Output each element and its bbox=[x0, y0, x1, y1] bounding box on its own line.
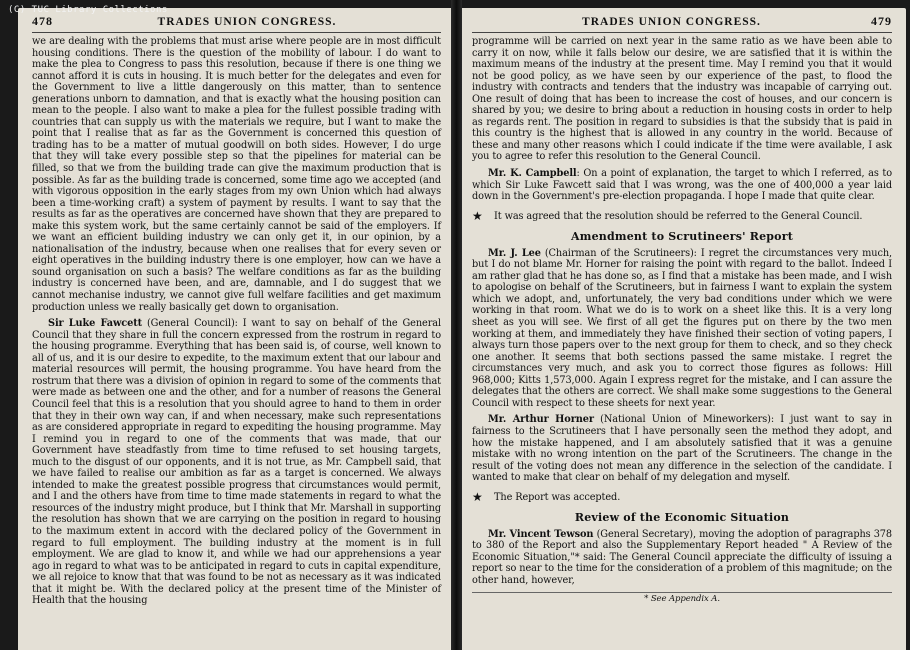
star-icon: ★ bbox=[472, 489, 483, 504]
right-paragraph-3 bbox=[472, 248, 892, 410]
right-running-title: TRADES UNION CONGRESS. bbox=[582, 16, 761, 28]
right-paragraph-1: programme will be carried on next year in the same ratio as we have been able to carry it on now, while it falls below our desire, we are satisfied that it is within the maximum means of the industry at the present time. May I remind you that it would not be good policy, as we have seen by our experience of the past, to flood the industry with contracts and tenders that the industry was incapable of carrying out. One result of doing that has been to increase the cost of houses, and our concern is shared by you; we desire to bring about a reduction in housing costs in order to help as regards rent. The position in regard to subsidies is that the subsidy that is paid in this country is the highest that is allowed in any country in the world. Because of these and many other reasons which I could indicate if the time were available, I ask you to agree to refer this resolution to the General Council. bbox=[472, 36, 892, 163]
outcome-text: It was agreed that the resolution should be referred to the General Council. bbox=[494, 210, 863, 222]
right-running-head bbox=[472, 14, 892, 33]
watermark: (C) TUC Library Collections bbox=[8, 5, 168, 15]
speaker-name: Mr. K. Campbell bbox=[488, 168, 577, 180]
section-heading-economic: Review of the Economic Situation bbox=[574, 511, 790, 525]
speech-text: (General Secretary), moving the adoption of paragraphs 378 to 380 of the Report and also the Supplementary Report headed " A Review of the Economic Situation,"* said: The General Council appreciate the difficulty of issuing a report so near to the time for the consideration of a problem of this magnitude; on the other hand, however, bbox=[472, 528, 893, 586]
footnote: * See Appendix A. bbox=[472, 592, 892, 606]
speaker-name: Mr. J. Lee bbox=[488, 247, 541, 259]
left-running-title: TRADES UNION CONGRESS. bbox=[157, 16, 337, 28]
speech-text: : On a point of explanation, the target to which I referred, as to which Sir Luke Fawcett said that I was wrong, was the one of 400,000 a year laid down in the Government's pre-election propaganda. I hope I made that quite clear. bbox=[472, 168, 892, 203]
speech-text: (General Council): I want to say on behalf of the General Council that they share in full the concern expressed from the rostrum in regard to the housing programme. Everything that has been said is, of course, well known to all of us, and it is our desire to expedite, to the maximum extent that our labour and material resources will permit, the housing programme. You have heard from the rostrum that there was a division of opinion in regard to some of the comments that were made as between one and the other, and for a number of reasons the General Council feel that this is a resolution that you should agree to hand to them in order that they in their own way can, if and when necessary, make such representations as are considered appropriate in regard to expediting the housing programme. May I remind you in regard to one of the comments that was made, that our Government have steadfastly from time to time refused to set housing targets, much to the disgust of our opponents, and it is not true, as Mr. Campbell said, that we have failed to realise our ambition as far as a target is concerned. We always intended to make the greatest possible progress that circumstances would permit, and I and the others have from time to time made statements in regard to what the resources of the industry might produce, but I think that Mr. Marshall in supporting the resolution has shown that we are carrying on the position in regard to housing to the maximum extent in accord with the declared policy of the Government in regard to full employment. The building industry at the moment is in full employment. We are glad to know it, and while we had our apprehensions a year ago in regard to what was to be anticipated in regard to cuts in capital expenditure, we all rejoice to know that that was found to be not as necessary as it was indicated that it might be. With the declared policy at the present time of the Minister of Health that the housing bbox=[32, 318, 441, 607]
book-gutter bbox=[451, 0, 462, 650]
report-outcome bbox=[472, 489, 892, 504]
left-paragraph-1: we are dealing with the problems that must arise where people are in most difficult housing conditions. There is the question of the mobility of labour. I do want to make the plea to Congress to pass this resolution, because if there is one thing we cannot afford it is cuts in housing. It is much better for the delegates and even for the Government to live a little dangerously on this matter, than to sentence generations unborn to damnation, and that is exactly what the housing position can mean to the people. I also want to make a plea for the fullest possible trading with countries that can supply us with the materials we require, but I want to make the point that I realise that as far as the Government is concerned this question of trading has to be a matter of mutual goodwill on both sides. However, I do urge that they will take every possible step so that the pipelines for material can be filled, so that we from the building trade can give the maximum production that is possible. As far as the building trade is concerned, some time ago we accepted (and with vigorous opposition in the early stages from my own Union which had always been a time-working craft) a system of payment by results. I want to say that the results as far as the operatives are concerned have shown that they are prepared to make this system work, but the same certainly cannot be said of the employers. If we want an efficient building industry we can only get it, in our opinion, by a nationalisation of the industry, because when one realises that for every seven or eight operatives in the building industry there is one employer, how can we have a sound organisation on such a basis? The welfare conditions as far as the building industry is concerned have been, and are, damnable, and I do suggest that we cannot mechanise industry, we cannot give full welfare facilities and get maximum production unless we really basically get down to organisation. bbox=[32, 36, 441, 313]
section-heading-scrutineers: Amendment to Scrutineers' Report bbox=[571, 230, 793, 244]
speaker-name: Mr. Arthur Horner bbox=[488, 414, 594, 426]
right-paragraph-2 bbox=[472, 168, 892, 203]
right-paragraph-5 bbox=[472, 529, 892, 587]
right-paragraph-4 bbox=[472, 414, 892, 483]
speech-text: (National Union of Mineworkers): I just want to say in fairness to the Scrutineers that I have personally seen the method they adopt, and how the mistake happened, and I am absolutely satisfied that it was a genuine mistake with no wrong intention on the part of the Scrutineers. The change in the result of the voting does not mean any difference in the selection of the candidate. I wanted to make that clear on behalf of my delegation and myself. bbox=[472, 414, 892, 484]
left-running-head bbox=[32, 14, 441, 33]
resolution-outcome bbox=[472, 208, 892, 223]
left-page-number: 478 bbox=[32, 14, 53, 28]
right-page bbox=[462, 8, 906, 650]
star-icon: ★ bbox=[472, 208, 483, 223]
left-page bbox=[18, 8, 451, 650]
left-paragraph-2 bbox=[32, 318, 441, 607]
speaker-name: Mr. Vincent Tewson bbox=[488, 528, 594, 540]
speaker-name: Sir Luke Fawcett bbox=[48, 318, 143, 330]
outcome-text: The Report was accepted. bbox=[494, 491, 621, 503]
right-page-number: 479 bbox=[871, 14, 892, 28]
speech-text: (Chairman of the Scrutineers): I regret the circumstances very much, but I do not blame Mr. Horner for raising the point with regard to the ballot. Indeed I am rather glad that he has done so, as I find that a mistake has been made, and I wish to apologise on behalf of the Scrutineers, but in fairness I want to explain the system which we adopt, and, unfortunately, the very bad conditions under which we were working in that room. What we do is to work on a sheet like this. It is a very long sheet as you will see. We first of all get the figures put on there by the two men working at them, and immediately they have finished their section of voting papers, I always turn those papers over to the next group for them to check, and so they check one another. It seems that both sections passed the same mistake. I regret the circumstances very much, and ask you to correct those figures as follows: Hill 968,000; Kitts 1,573,000. Again I express regret for the mistake, and I can assure the delegates that the others are correct. We shall make some suggestions to the General Council with respect to these sheets for next year. bbox=[472, 247, 893, 409]
right-body-text bbox=[472, 36, 892, 605]
left-body-text bbox=[32, 36, 441, 607]
